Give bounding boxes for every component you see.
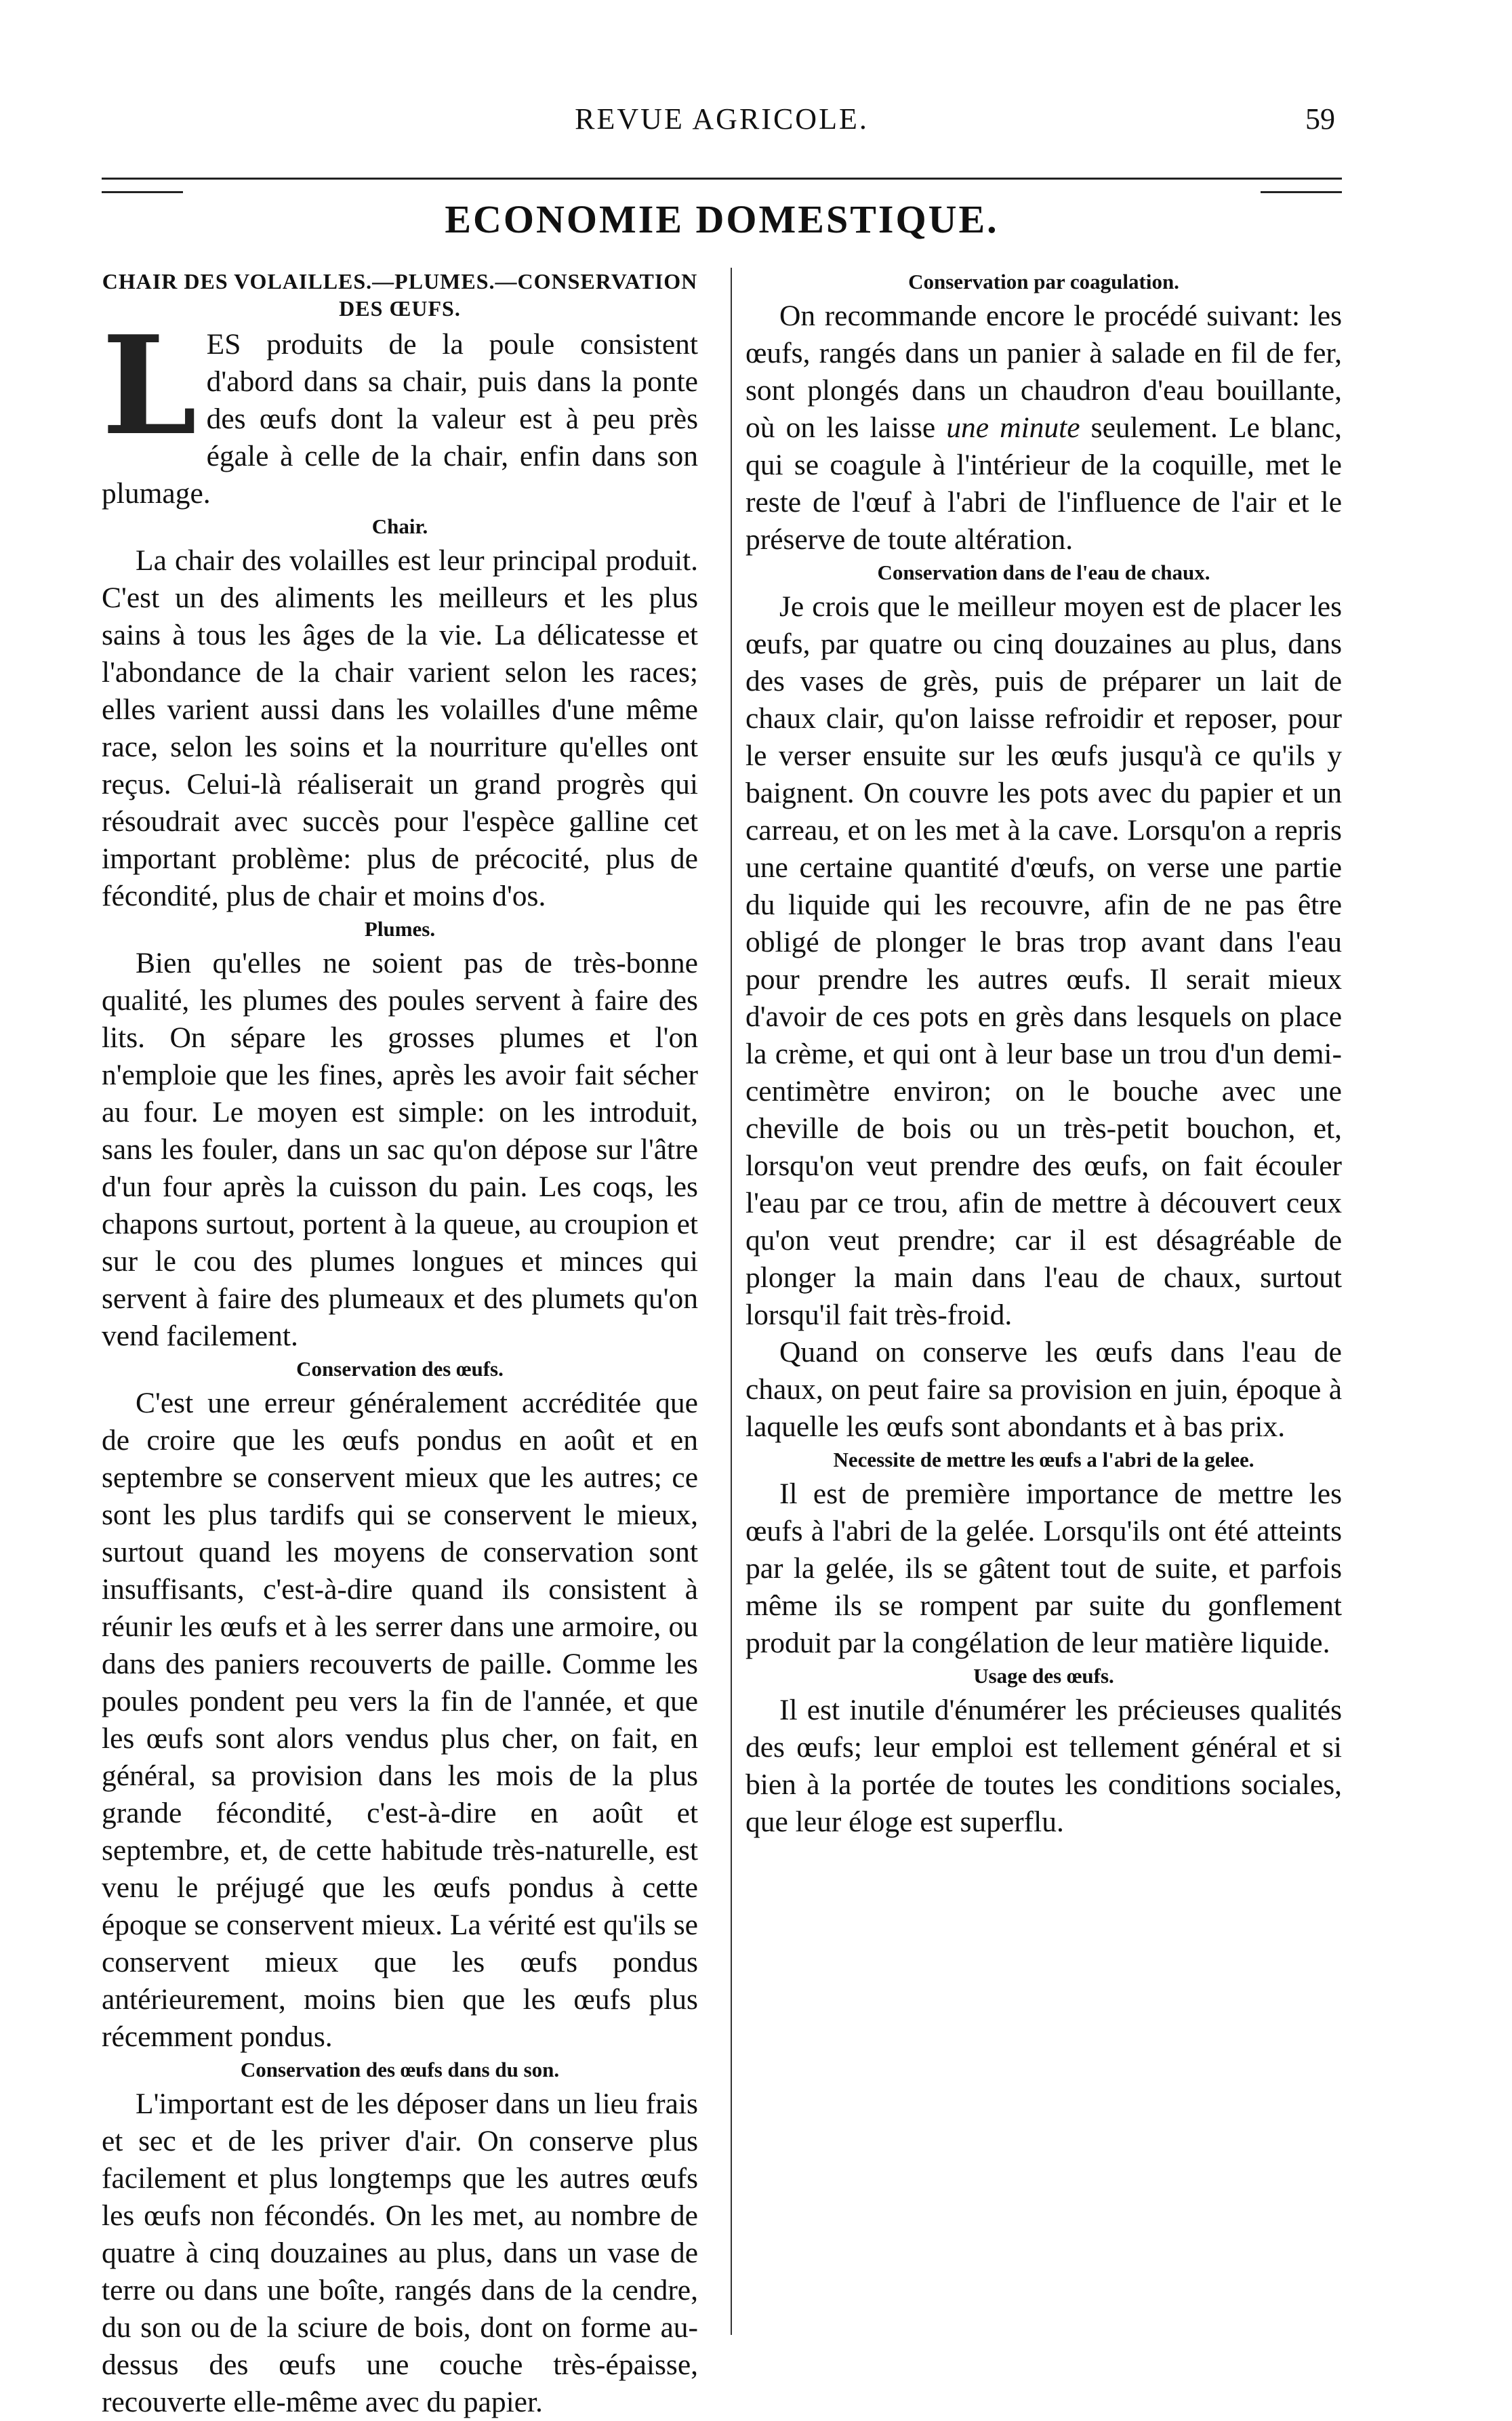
subhead-chaux: Conservation dans de l'eau de chaux. [877, 561, 1210, 584]
section-title: ECONOMIE DOMESTIQUE. [445, 197, 999, 241]
coagulation-text-italic: une minute [946, 411, 1080, 444]
paragraph-coagulation [745, 298, 1342, 558]
intro-text: ES produits de la poule consistent d'abord dans sa chair, puis dans la ponte des œufs dont la valeur est à peu près égale à celle de la chair, enfin dans son plumage. [102, 328, 698, 510]
paragraph-chaux-2: Quand on conserve les œufs dans l'eau de chaux, on peut faire sa provision en juin, époque à laquelle les œufs sont abondants et à bas prix. [745, 1336, 1342, 1443]
subhead-chair: Chair. [371, 514, 428, 538]
coagulation-text-before: On recommande encore le procédé suivant: les œufs, rangés dans un panier à salade en fil de fer, sont plongés dans un chaudron d'eau bouillante, où on les laisse [745, 300, 1342, 444]
page-header [102, 102, 1342, 149]
subhead-usage: Usage des œufs. [973, 1664, 1114, 1688]
running-title: REVUE AGRICOLE. [575, 102, 869, 136]
paragraph-usage: Il est inutile d'énumérer les précieuses qualités des œufs; leur emploi est tellement général et si bien à la portée de toutes les conditions sociales, que leur éloge est superflu. [745, 1694, 1342, 1838]
right-column [745, 268, 1342, 1841]
intro-paragraph [102, 306, 698, 512]
subhead-coagulation: Conservation par coagulation. [908, 270, 1179, 293]
header-rule [102, 178, 1342, 180]
subhead-gelee: Necessite de mettre les œufs a l'abri de la gelee. [833, 1448, 1254, 1471]
column-divider [731, 268, 732, 2335]
paragraph-chaux-1: Je crois que le meilleur moyen est de placer les œufs, par quatre ou cinq douzaines au plus, dans des vases de grès, puis de préparer un lait de chaux clair, qu'on laisse refroidir et reposer, pour le verser ensuite sur les œufs jusqu'à ce qu'ils y baignent. On couvre les pots avec du papier et un carreau, et on les met à la cave. Lorsqu'on a repris une certaine quantité d'œufs, on verse une partie du liquide qui les recouvre, afin de ne pas être obligé de plonger le bras trop avant dans l'eau pour prendre les autres œufs. Il serait mieux d'avoir de ces pots en grès dans lesquels on place la crème, et qui ont à leur base un trou d'un demi-centimètre environ; on le bouche avec une cheville de bois ou un très-petit bouchon, et, lorsqu'on veut prendre des œufs, on fait écouler l'eau par ce trou, afin de mettre à découvert ceux qu'on veut prendre; car il est désagréable de plonger la main dans l'eau de chaux, surtout lorsqu'il fait très-froid. [745, 590, 1342, 1331]
subhead-plumes: Plumes. [364, 917, 436, 941]
subhead-conservation: Conservation des œufs. [296, 1357, 504, 1381]
title-rule-left [102, 191, 183, 193]
title-rule-right [1261, 191, 1342, 193]
coagulation-text-after: seulement. Le blanc, qui se coagule à l'intérieur de la coquille, met le reste de l'œuf à l'abri de l'influence de l'air et le préserve de toute altération. [745, 411, 1343, 556]
page-number: 59 [1305, 102, 1335, 136]
paragraph-chair: La chair des volailles est leur principal produit. C'est un des aliments les meilleurs et les plus sains à tous les âges de la vie. La délicatesse et l'abondance de la chair varient selon les races; elles varient aussi dans les volailles d'une même race, selon les soins et la nourriture qu'elles ont reçus. Celui-là réaliserait un grand progrès qui résoudrait avec succès pour l'espèce galline cet important problème: plus de précocité, plus de fécondité, plus de chair et moins d'os. [102, 544, 698, 912]
paragraph-conservation: C'est une erreur généralement accréditée que de croire que les œufs pondus en août et en septembre se conservent mieux que les autres; ce sont les plus tardifs qui se conservent le mieux, surtout quand les moyens de conservation sont insuffisants, c'est-à-dire quand ils consistent à réunir les œufs et à les serrer dans une armoire, ou dans des paniers recouverts de paille. Comme les poules pondent peu vers la fin de l'année, et que les œufs sont alors vendus plus cher, on fait, en général, sa provision dans les mois de la plus grande fécondité, c'est-à-dire en août et septembre, et, de cette habitude très-naturelle, est venu le préjugé que les œufs pondus à cette époque se conservent mieux. La vérité est qu'ils se conservent mieux que les œufs pondus antérieurement, moins bien que les œufs plus récemment pondus. [102, 1387, 698, 2053]
paragraph-gelee: Il est de première importance de mettre les œufs à l'abri de la gelée. Lorsqu'ils ont été atteints par la gelée, ils se gâtent tout de suite, et parfois même ils se rompent par suite du gonflement produit par la congélation de leur matière liquide. [745, 1478, 1342, 1659]
paragraph-son: L'important est de les déposer dans un lieu frais et sec et de les priver d'air. On conserve plus facilement et plus longtemps que les autres œufs les œufs non fécondés. On les met, au nombre de quatre à cinq douzaines au plus, dans un vase de terre ou dans une boîte, rangés dans de la cendre, du son ou de la sciure de bois, dont on forme au-dessus des œufs une couche très-épaisse, recouverte elle-même avec du papier. [102, 2088, 698, 2418]
paragraph-plumes: Bien qu'elles ne soient pas de très-bonne qualité, les plumes des poules servent à faire des lits. On sépare les grosses plumes et l'on n'emploie que les fines, après les avoir fait sécher au four. Le moyen est simple: on les introduit, sans les fouler, dans un sac qu'on dépose sur l'âtre d'un four après la cuisson du pain. Les coqs, les chapons surtout, portent à la queue, au croupion et sur le cou des plumes longues et minces qui servent à faire des plumeaux et des plumets qu'on vend facilement. [102, 947, 698, 1352]
left-column [102, 268, 698, 2421]
article-title: CHAIR DES VOLAILLES.—PLUMES.—CONSERVATION DES ŒUFS. [102, 269, 698, 321]
dropcap-letter: L [102, 306, 197, 466]
subhead-son: Conservation des œufs dans du son. [240, 2058, 560, 2081]
